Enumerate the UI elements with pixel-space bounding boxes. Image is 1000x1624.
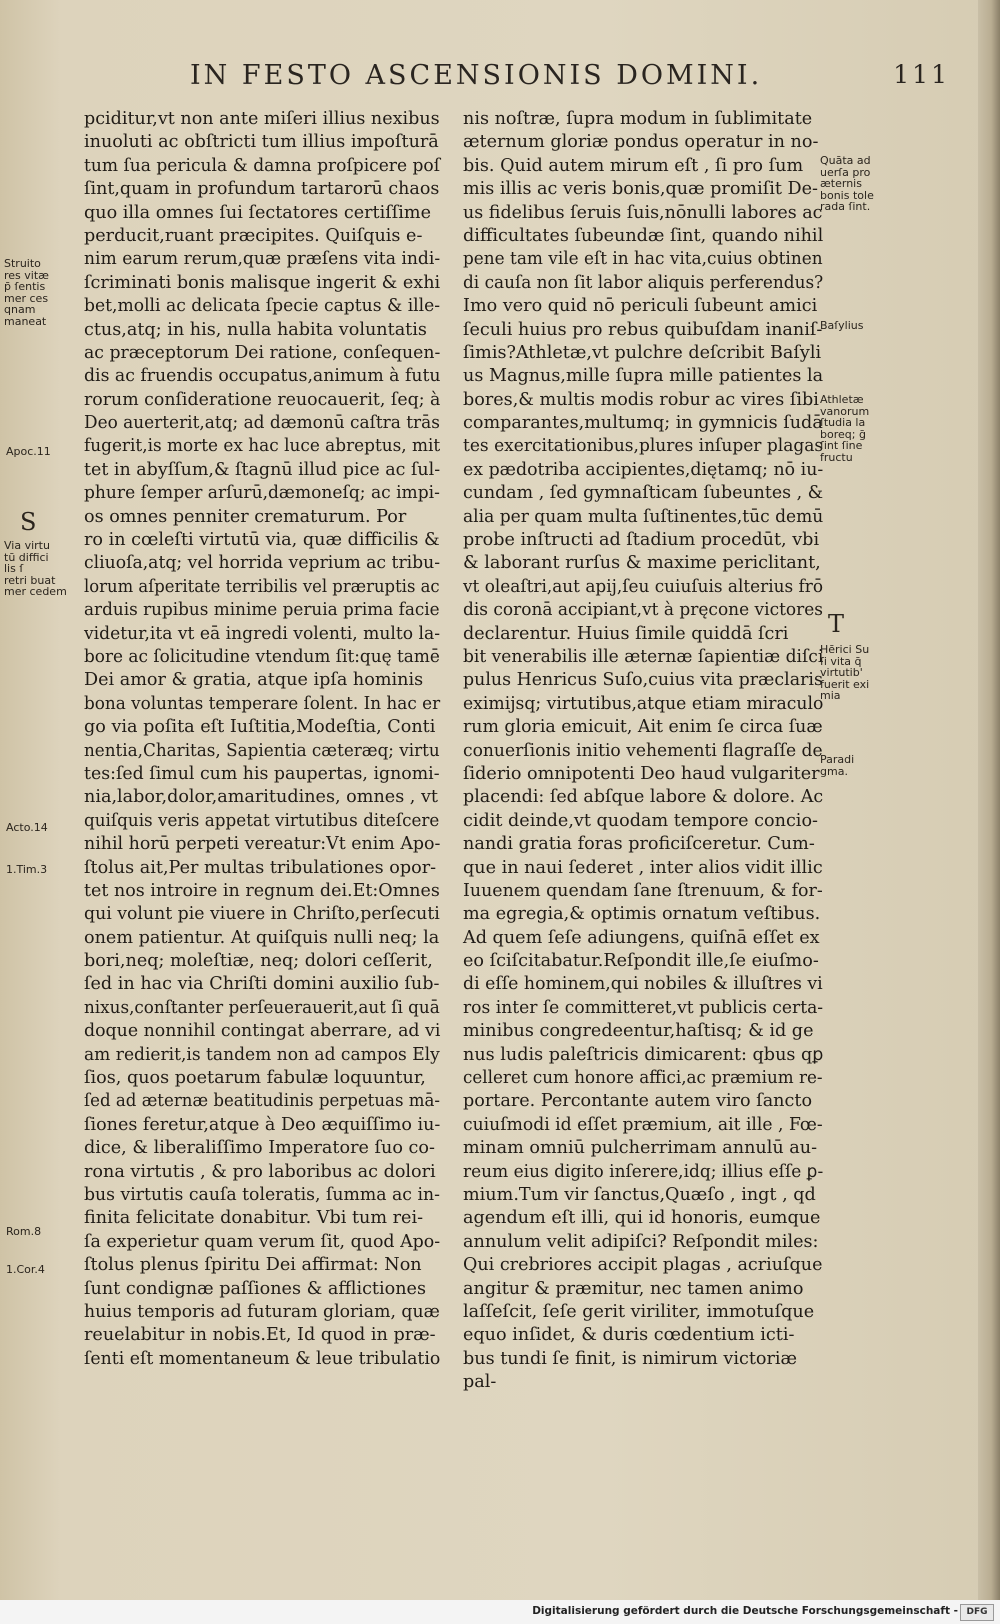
text-line: nim earum rerum,quæ præſens vita indi- [84,249,441,270]
text-line: dis ac fruendis occupatus,animum à futu [84,366,441,387]
text-line: ſcriminati bonis malisque ingerit & exhi [84,272,441,293]
margin-note-left: Struito res vitæ p̄ ſentis mer ces qnam maneat [4,257,49,328]
text-line: tet nos introire in regnum dei.Et:Omnes [84,880,440,901]
text-line: arduis rupibus minime peruia prima facie [84,600,440,621]
text-line: celleret cum honore affici,ac præmium re- [463,1068,823,1089]
text-line: cidit deinde,vt quodam tempore concio- [463,810,818,831]
text-line: tes:ſed ſimul cum his paupertas, ignomi- [84,763,440,784]
page-edge [978,0,1000,1600]
text-line: ma egregia,& optimis ornatum veſtibus. [463,904,821,925]
text-line: ac præceptorum Dei ratione, conſequen- [84,342,441,363]
text-line: ſimis?Athletæ,vt pulchre deſcribit Baſyli [463,342,822,363]
text-line: cuiuſmodi id eſſet præmium, ait ille , Fœ- [463,1114,823,1135]
text-line: eo ſciſcitabatur.Reſpondit ille,ſe eiuſmo- [463,951,819,972]
text-line: di cauſa non ſit labor aliquis perferendus? [463,272,824,293]
text-line: æternum gloriæ pondus operatur in no- [463,132,819,153]
text-line: am redierit,is tandem non ad campos Ely [84,1044,440,1065]
text-line: tes exercitationibus,plures inſuper plagas [463,436,824,457]
text-column-left [84,108,440,1371]
text-line: ſed ad æternæ beatitudinis perpetuas mā- [84,1091,441,1112]
text-line: mium.Tum vir ſanctus,Quæſo , ingt , qd [463,1184,816,1205]
text-line: minam omniū pulcherrimam annulū au- [463,1138,818,1159]
text-line: minibus congredeentur,haſtisq; & id ge [463,1021,814,1042]
text-line: pene tam vile eſt in hac vita,cuius obtinen [463,249,823,270]
text-line: ctus,atq; in his, nulla habita voluntatis [84,319,427,340]
text-line: ex pædotriba accipientes,diętamq; nō iu- [463,459,824,480]
text-line: bore ac ſolicitudine vtendum ſit:quę tamē [84,646,440,667]
text-line: Imo vero quid nō periculi ſubeunt amici [463,296,818,317]
text-line: rona virtutis , & pro laboribus ac dolori [84,1161,436,1182]
text-line: quo illa omnes ſui ſectatores certiſſime [84,202,432,223]
text-line: Ad quem ſeſe adiungens, quiſnā eſſet ex [463,927,820,948]
text-line: us fidelibus ſeruis ſuis,nōnulli labores ac [463,202,823,223]
margin-note-left: Acto.14 [6,821,48,834]
text-line: go via poſita eſt Iuſtitia,Modeſtia, Conti [84,717,436,738]
text-line: Qui crebriores accipit plagas , acriuſque [463,1255,823,1276]
text-line: eximijsq; virtutibus,atque etiam miraculo [463,693,824,714]
text-line: bet,molli ac delicata ſpecie captus & ille- [84,296,441,317]
footer-credit: Digitalisierung gefördert durch die Deutsche Forschungsgemeinschaft - [532,1605,958,1617]
text-line: rum gloria emicuit, Ait enim ſe circa ſuæ [463,717,823,738]
text-line: agendum eſt illi, qui id honoris, eumque [463,1208,821,1229]
text-line: ſtolus plenus ſpiritu Dei affirmat: Non [84,1255,422,1276]
text-line: nandi gratia foras proficiſceretur. Cum- [463,834,815,855]
text-line: ſtolus ait,Per multas tribulationes opor- [84,857,437,878]
text-line: ſios, quos poetarum fabulæ loquuntur, [84,1068,426,1089]
text-line: tum ſua pericula & damna proſpicere poſ [84,155,441,176]
text-line: dice, & liberaliſſimo Imperatore ſuo co- [84,1138,435,1159]
text-line: ſunt condignæ paſſiones & afflictiones [84,1278,426,1299]
running-header [190,60,950,100]
text-line: ſed in hac via Chriſti domini auxilio ſub- [84,974,440,995]
margin-note-right: Hērici Su ſi vita q̄ virtutib' fuerit exi mia [820,643,870,702]
text-line: pciditur,vt non ante miſeri illius nexibus [84,109,440,129]
text-line: reuelabitur in nobis.Et, Id quod in præ- [84,1325,436,1346]
text-line: difficultates ſubeundæ ſint, quando nihil [463,225,824,246]
text-line: conuerſionis initio vehementi flagraſſe de [463,740,823,761]
margin-note-right: Baſylius [820,319,864,332]
text-line: quiſquis veris appetat virtutibus diteſcere [84,810,440,831]
margin-initial-right: T [828,610,845,638]
text-line: que in naui ſederet , inter alios vidit illic [463,857,823,878]
text-line: ro in cœleſti virtutū via, quæ difficilis & [84,530,440,551]
text-line: bona voluntas temperare ſolent. In hac er [84,693,441,714]
margin-note-left: Rom.8 [6,1225,42,1238]
text-line: & laborant rurſus & maxime periclitant, [463,553,821,574]
text-line: nia,labor,dolor,amaritudines, omnes , vt [84,787,439,808]
margin-note-right: Quāta ad uerſa pro æternis bonis tole rada ſint. [820,154,874,213]
text-line: nus ludis paleſtricis dimicarent: qbus qꝑ [463,1044,824,1065]
margin-note-left: 1.Cor.4 [6,1263,45,1276]
text-line: equo inſidet, & duris cœdentium icti- [463,1325,795,1346]
text-line: bis. Quid autem mirum eſt , ſi pro ſum [463,155,804,176]
text-line: mis illis ac veris bonis,quæ promiſit De- [463,179,819,200]
text-line: bus virtutis cauſa toleratis, ſumma ac in- [84,1184,440,1205]
running-title: IN FESTO ASCENSIONIS DOMINI. [190,60,763,91]
text-line: alia per quam multa ſuſtinentes,tūc demū [463,506,824,527]
margin-note-right: Paradi gma. [820,753,855,778]
text-line: ros inter ſe committeret,vt publicis certa- [463,997,824,1018]
text-line: vt oleaſtri,aut apij,ſeu cuiuſuis alterius frō [463,576,824,597]
text-line: reum eius digito inſerere,idq; illius eſſe ꝑ- [463,1161,824,1182]
text-line: bori,neq; moleſtiæ, neq; dolori ceſſerit, [84,951,433,972]
text-line: onem patientur. At quiſquis nulli neq; la [84,927,440,948]
text-line: pal- [463,1372,497,1393]
text-line: ſa experietur quam verum ſit, quod Apo- [84,1231,441,1252]
text-line: doque nonnihil contingat aberrare, ad vi [84,1021,441,1042]
text-line: di eſſe hominem,qui nobiles & illuſtres vi [463,974,823,995]
text-line: ſiones feretur,atque à Deo æquiſſimo iu- [84,1114,441,1135]
text-line: finita felicitate donabitur. Vbi tum rei- [84,1208,424,1229]
text-line: Dei amor & gratia, atque ipſa hominis [84,670,424,691]
text-line: placendi: ſed abſque labore & dolore. Ac [463,787,824,808]
text-line: dis coronā accipiant,vt à pręcone victores [463,600,824,621]
text-line: nixus,conſtanter perſeuerauerit,aut ſi quā [84,997,440,1018]
margin-note-left: Via virtu tū diffici lis ſ retri buat mer cedem [4,539,67,598]
margin-note-left: Apoc.11 [6,445,51,458]
text-line: bit venerabilis ille æternæ ſapientiæ diſci [463,646,824,667]
dfg-logo: DFG [960,1604,994,1621]
text-line: cliuoſa,atq; vel horrida veprium ac tribu- [84,553,441,574]
text-line: bores,& multis modis robur ac vires ſibi [463,389,819,410]
text-line: fugerit,is morte ex hac luce abreptus, mit [84,436,441,457]
text-line: lorum aſperitate terribilis vel præruptis ac [84,576,440,597]
margin-note-right: Athletæ vanorum ſtudia la boreq; ḡ ſint ſine fructu [820,393,870,464]
text-line: us Magnus,mille ſupra mille patientes la [463,366,824,387]
text-line: videtur,ita vt eā ingredi volenti, multo la- [84,623,440,644]
text-line: rorum conſideratione reuocauerit, ſeq; à [84,389,441,410]
text-line: perducit,ruant præcipites. Quiſquis e- [84,225,423,246]
text-line: qui volunt pie viuere in Chriſto,perſecuti [84,904,440,925]
text-line: angitur & præmitur, nec tamen animo [463,1278,804,1299]
text-line: nentia,Charitas, Sapientia cæteræq; virtu [84,740,440,761]
page-number: 111 [893,60,950,89]
text-line: huius temporis ad futuram gloriam, quæ [84,1301,440,1322]
text-line: nis noſtræ, ſupra modum in ſublimitate [463,109,813,129]
text-line: os omnes penniter crematurum. Por [84,506,407,527]
text-line: declarentur. Huius ſimile quiddā ſcri [463,623,789,644]
text-line: tet in abyſſum,& ſtagnū illud pice ac ſul- [84,459,441,480]
text-column-right [463,108,823,1394]
text-line: portare. Percontante autem viro ſancto [463,1091,813,1112]
text-line: Deo auerterit,atq; ad dæmonū caſtra trās [84,413,440,434]
digitization-footer [0,1600,1000,1624]
text-line: probe inſtructi ad ſtadium procedūt, vbi [463,530,820,551]
text-line: ſenti eſt momentaneum & leue tribulatio [84,1348,441,1369]
text-line: ſint,quam in profundum tartarorū chaos [84,179,440,200]
text-line: nihil horū perpeti vereatur:Vt enim Apo- [84,834,441,855]
text-line: inuoluti ac obſtricti tum illius impoſturā [84,132,439,153]
text-line: cundam , ſed gymnaſticam ſubeuntes , & [463,483,824,504]
text-line: comparantes,multumq; in gymnicis ſudā [463,413,823,434]
text-line: ſiderio omnipotenti Deo haud vulgariter [463,763,820,784]
margin-initial-left: S [20,508,37,536]
text-line: pulus Henricus Suſo,cuius vita præclaris [463,670,823,691]
text-line: Iuuenem quendam ſane ſtrenuum, & for- [463,880,823,901]
text-line: ſeculi huius pro rebus quibuſdam inaniſ- [463,319,823,340]
text-line: laſſeſcit, ſeſe gerit viriliter, immotuſque [463,1301,815,1322]
text-line: annulum velit adipiſci? Reſpondit miles: [463,1231,819,1252]
margin-note-left: 1.Tim.3 [6,863,48,876]
text-line: phure ſemper arſurū,dæmoneſq; ac impi- [84,483,440,504]
text-line: bus tundi ſe finit, is nimirum victoriæ [463,1348,798,1369]
